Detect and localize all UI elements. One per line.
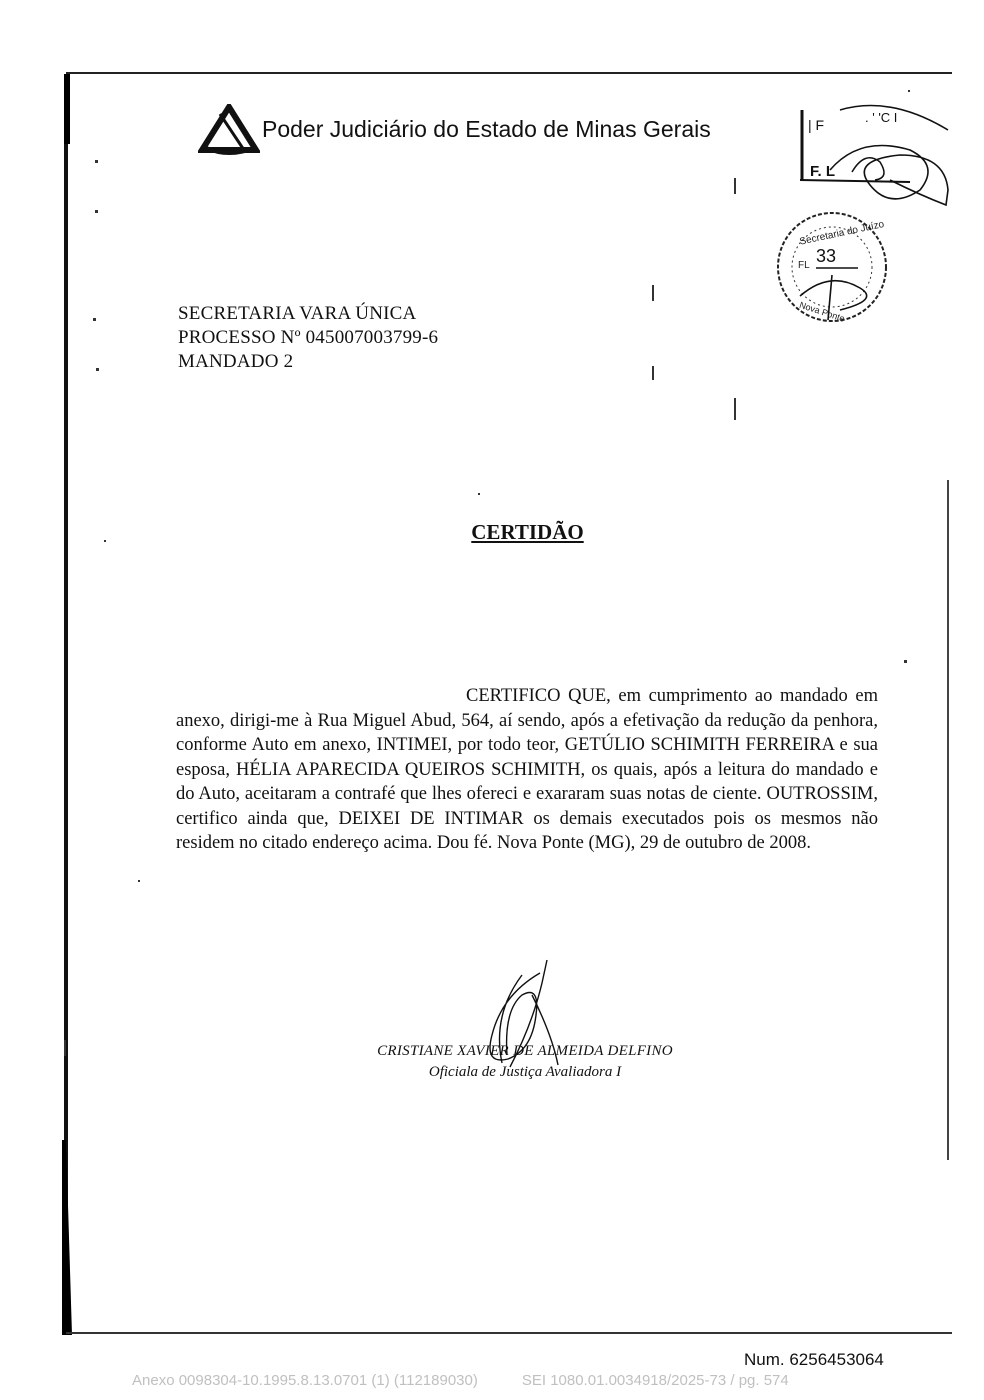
svg-text:F. L: F. L — [810, 163, 835, 180]
svg-text:. ' 'C I: . ' 'C I — [865, 110, 898, 125]
signatory-name: CRISTIANE XAVIER DE ALMEIDA DELFINO — [377, 1043, 673, 1059]
triangle-logo-icon — [198, 104, 260, 156]
certificate-text: em cumprimento ao mandado em anexo, dirigi-me à Rua Miguel Abud, 564, aí sendo, após a efetivação da redução da penhora, conforme Auto em anexo, INTIMEI, por todo teor, GETÚLIO SCHIMITH FERREIRA e sua esposa, HÉLIA APARECIDA QUEIROS SCHIMITH, os quais, após a leitura do mandado e do Auto, aceitaram a contrafé que lhes ofereci e exararam suas notas de ciente. OUTROSSIM, certifico ainda que, DEIXEI DE INTIMAR os demais executados pois os mesmos não residem no citado endereço acima. Dou fé. Nova Ponte (MG), 29 de outubro de 2008. — [176, 686, 878, 853]
processo-number: PROCESSO Nº 045007003799-6 — [178, 327, 439, 348]
footer-sei: SEI 1080.01.0034918/2025-73 / pg. 574 — [521, 1372, 789, 1389]
scan-border-bottom — [66, 1332, 952, 1334]
process-info — [178, 302, 438, 374]
mandado-line: MANDADO 2 — [178, 351, 294, 372]
court-header-title: Poder Judiciário do Estado de Minas Gerais — [262, 116, 711, 142]
svg-text:FL: FL — [798, 260, 810, 271]
footer-annex-line — [132, 1372, 833, 1389]
stamp-page-number: 33 — [816, 246, 837, 266]
footer-annex: Anexo 0098304-10.1995.8.13.0701 (1) (112189030) — [132, 1372, 478, 1389]
official-stamps-icon — [770, 100, 950, 340]
round-stamp-text: Secretaria do Juízo — [798, 218, 886, 248]
svg-text:| F: | F — [808, 117, 825, 133]
round-stamp-bottom: Nova Ponte — [798, 299, 846, 324]
certificate-lead: CERTIFICO QUE, — [466, 686, 611, 706]
signatory-role: Oficiala de Justiça Avaliadora I — [428, 1064, 622, 1080]
scan-border-top — [66, 72, 952, 74]
scan-border-left-shadow — [64, 74, 70, 144]
secretaria-line: SECRETARIA VARA ÚNICA — [178, 303, 417, 324]
document-heading: CERTIDÃO — [471, 520, 584, 544]
document-num: Num. 6256453064 — [744, 1350, 884, 1369]
certificate-body — [176, 684, 878, 856]
